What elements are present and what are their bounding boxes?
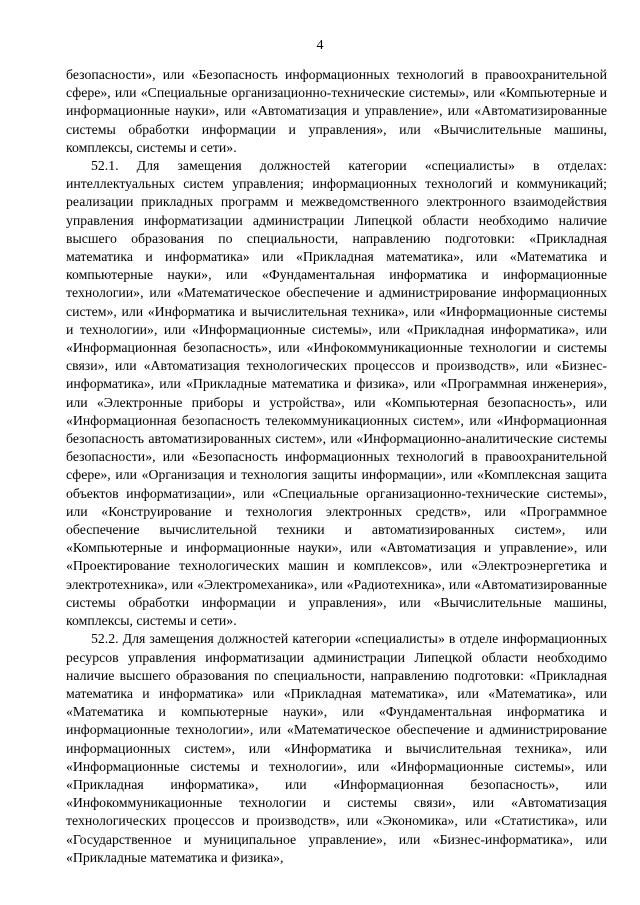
paragraph-52-1: 52.1. Для замещения должностей категории «специалисты» в отделах: интеллектуальных систем управления; информационных технологий и коммуникаций; реализации прикладных программ и межведомственного электронного взаимодействия управления информатизации администрации Липецкой области необходимо наличие высшего образования по специальности, направлению подготовки: «Прикладная математика и информатика» или «Прикладная математика», или «Математика и компьютерные науки», или «Фундаментальная информатика и информационные технологии», или «Математическое обеспечение и администрирование информационных систем», или «Информатика и вычислительная техника», или «Информационные системы и технологии», или «Информационные системы», или «Прикладная информатика», или «Информационная безопасность», или «Инфокоммуникационные технологии и системы связи», или «Автоматизация технологических процессов и производств», или «Бизнес-информатика», или «Прикладные математика и физика», или «Программная инженерия», или «Электронные приборы и устройства», или «Компьютерная безопасность», или «Информационная безопасность телекоммуникационных систем», или «Информационная безопасность автоматизированных систем», или «Информационно-аналитические системы безопасности», или «Безопасность информационных технологий в правоохранительной сфере», или «Организация и технология защиты информации», или «Комплексная защита объектов информатизации», или «Специальные организационно-технические системы», или «Конструирование и технология электронных средств», или «Программное обеспечение вычислительной техники и автоматизированных систем», или «Компьютерные и информационные науки», или «Автоматизация и управление», или «Проектирование технологических машин и комплексов», или «Электроэнергетика и электротехника», или «Электромеханика», или «Радиотехника», или «Автоматизированные системы обработки информации и управления», или «Вычислительные машины, комплексы, системы и сети». <box>66 158 607 629</box>
page-number: 4 <box>316 38 324 53</box>
paragraph-52-2: 52.2. Для замещения должностей категории «специалисты» в отделе информационных ресурсов управления информатизации администрации Липецкой области необходимо наличие высшего образования по специальности, направлению подготовки: «Прикладная математика и информатика» или «Прикладная математика», или «Математика», или «Математика и компьютерные науки», или «Фундаментальная информатика и информационные технологии», или «Математическое обеспечение и администрирование информационных систем», или «Информатика и вычислительная техника», или «Информационные системы и технологии», или «Информационные системы», или «Прикладная информатика», или «Информационная безопасность», или «Инфокоммуникационные технологии и системы связи», или «Автоматизация технологических процессов и производств», или «Экономика», или «Статистика», или «Государственное и муниципальное управление», или «Бизнес-информатика», или «Прикладные математика и физика», <box>66 631 607 865</box>
paragraph-continuation: безопасности», или «Безопасность информационных технологий в правоохранительной сфере», или «Специальные организационно-технические системы», или «Компьютерные и информационные науки», или «Автоматизация и управление», или «Автоматизированные системы обработки информации и управления», или «Вычислительные машины, комплексы, системы и сети». <box>66 67 607 155</box>
document-body <box>66 66 607 867</box>
